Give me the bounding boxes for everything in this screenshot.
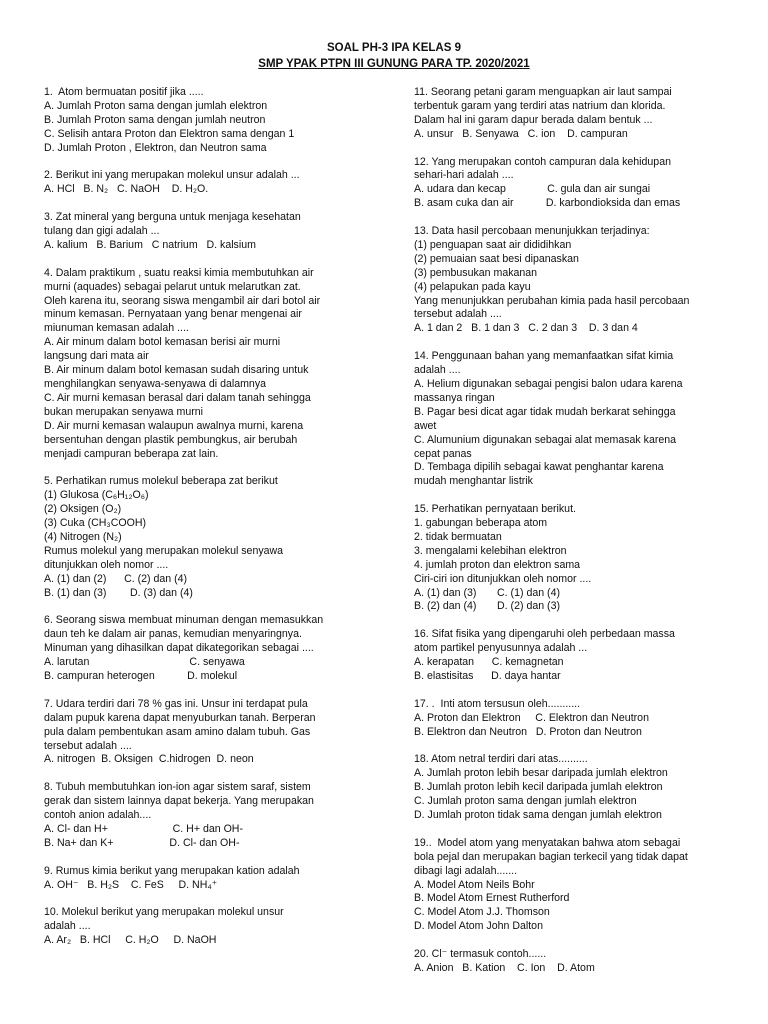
question-line: B. Elektron dan Neutron D. Proton dan Neutron [414, 725, 642, 738]
question-line: sehari-hari adalah .... [414, 169, 514, 182]
question-line: D. Jumlah Proton , Elektron, dan Neutron sama [44, 141, 267, 154]
question-line: miunuman kemasan adalah .... [44, 322, 189, 335]
question-line: contoh anion adalah.... [44, 809, 152, 822]
question-line: A. kerapatan C. kemagnetan [414, 656, 564, 669]
question-line: B. asam cuka dan air D. karbondioksida dan emas [414, 197, 681, 210]
question-text: 15. Perhatikan pernyataan berikut. [414, 503, 576, 516]
question-line: C. Model Atom J.J. Thomson [414, 906, 550, 919]
question-line: A. Air minum dalam botol kemasan berisi air murni [44, 336, 281, 349]
question-8 [44, 781, 370, 851]
question-line: A. Proton dan Elektron C. Elektron dan Neutron [414, 711, 649, 724]
question-line: (1) Glukosa (C₆H₁₂O₆) [44, 489, 149, 502]
question-line: A. (1) dan (3) C. (1) dan (4) [414, 586, 561, 599]
question-line: ditunjukkan oleh nomor .... [44, 558, 169, 571]
question-line: D. Model Atom John Dalton [414, 920, 543, 933]
question-text: 20. Cl⁻ termasuk contoh...... [414, 948, 547, 961]
question-line: langsung dari mata air [44, 350, 149, 363]
question-19 [414, 837, 744, 934]
question-line: menjadi campuran beberapa zat lain. [44, 447, 219, 460]
question-4 [44, 267, 370, 462]
question-line: C. Jumlah proton sama dengan jumlah elektron [414, 795, 637, 808]
question-line: B. Na+ dan K+ D. Cl- dan OH- [44, 836, 240, 849]
question-13 [414, 225, 744, 336]
question-line: A. (1) dan (2) C. (2) dan (4) [44, 572, 188, 585]
question-text: 6. Seorang siswa membuat minuman dengan memasukkan [44, 614, 324, 627]
question-text: 12. Yang merupakan contoh campuran dala kehidupan [414, 155, 671, 168]
question-5 [44, 475, 370, 600]
question-text: 2. Berikut ini yang merupakan molekul unsur adalah ... [44, 169, 300, 182]
question-18 [414, 753, 744, 823]
question-line: B. elastisitas D. daya hantar [414, 669, 561, 682]
question-12 [414, 156, 744, 212]
question-16 [414, 628, 744, 684]
question-line: terbentuk garam yang terdiri atas natrium dan klorida. [414, 99, 666, 112]
question-line: A. Cl- dan H+ C. H+ dan OH- [44, 822, 243, 835]
question-15 [414, 503, 744, 614]
question-line: dalam pupuk karena dapat menyuburkan tanah. Berperan [44, 711, 316, 724]
question-line: 4. jumlah proton dan elektron sama [414, 558, 581, 571]
question-line: adalah .... [414, 364, 461, 377]
question-6 [44, 614, 370, 684]
question-line: Yang menunjukkan perubahan kimia pada hasil percobaan [414, 294, 690, 307]
exam-title: SOAL PH-3 IPA KELAS 9 [327, 42, 461, 54]
question-text: 17. . Inti atom tersusun oleh........... [414, 697, 581, 710]
question-line: 1. gabungan beberapa atom [414, 517, 548, 530]
left-column [44, 86, 370, 990]
question-text: 4. Dalam praktikum , suatu reaksi kimia membutuhkan air [44, 266, 314, 279]
question-line: D. Jumlah proton tidak sama dengan jumlah elektron [414, 809, 662, 822]
question-2 [44, 169, 370, 197]
question-line: dibagi lagi adalah....... [414, 864, 518, 877]
question-line: A. udara dan kecap C. gula dan air sungai [414, 183, 651, 196]
question-line: 2. tidak bermuatan [414, 530, 502, 543]
question-text: 9. Rumus kimia berikut yang merupakan kation adalah [44, 864, 300, 877]
question-text: 8. Tubuh membutuhkan ion-ion agar sistem saraf, sistem [44, 781, 311, 794]
question-line: gerak dan sistem lainnya dapat bekerja. Yang merupakan [44, 795, 314, 808]
school-title: SMP YPAK PTPN III GUNUNG PARA TP. 2020/2021 [258, 58, 530, 70]
question-1 [44, 86, 370, 156]
question-text: 5. Perhatikan rumus molekul beberapa zat berikut [44, 475, 278, 488]
question-line: tulang dan gigi adalah ... [44, 225, 160, 238]
question-line: 3. mengalami kelebihan elektron [414, 544, 567, 557]
question-line: Rumus molekul yang merupakan molekul senyawa [44, 544, 284, 557]
question-line: (4) pelapukan pada kayu [414, 280, 531, 293]
question-line: A. OH⁻ B. H₂S C. FeS D. NH₄⁺ [44, 878, 218, 891]
question-line: A. Ar₂ B. HCl C. H₂O D. NaOH [44, 934, 217, 947]
question-line: B. (2) dan (4) D. (2) dan (3) [414, 600, 561, 613]
question-text: 19.. Model atom yang menyatakan bahwa atom sebagai [414, 836, 681, 849]
question-line: A. Jumlah proton lebih besar daripada jumlah elektron [414, 767, 668, 780]
question-columns [44, 86, 744, 990]
question-line: B. Pagar besi dicat agar tidak mudah berkarat sehingga [414, 405, 676, 418]
question-11 [414, 86, 744, 142]
question-line: (2) pemuaian saat besi dipanaskan [414, 252, 579, 265]
question-text: 18. Atom netral terdiri dari atas.......... [414, 753, 588, 766]
question-line: (3) pembusukan makanan [414, 266, 538, 279]
question-line: mudah menghantar listrik [414, 475, 533, 488]
question-line: adalah .... [44, 920, 91, 933]
question-line: A. larutan C. senyawa [44, 656, 245, 669]
question-line: B. campuran heterogen D. molekul [44, 669, 238, 682]
question-14 [414, 350, 744, 489]
question-text: 3. Zat mineral yang berguna untuk menjaga kesehatan [44, 211, 301, 224]
question-line: D. Air murni kemasan walaupun awalnya murni, karena [44, 419, 304, 432]
question-line: Oleh karena itu, seorang siswa mengambil air dari botol air [44, 294, 321, 307]
question-line: (3) Cuka (CH₃COOH) [44, 517, 147, 530]
question-9 [44, 865, 370, 893]
question-line: minum kemasan. Pernyataan yang benar mengenai air [44, 308, 302, 321]
question-line: atom partikel penyusunnya adalah ... [414, 642, 588, 655]
question-line: bukan merupakan senyawa murni [44, 405, 203, 418]
question-line: C. Alumunium digunakan sebagai alat memasak karena [414, 433, 677, 446]
question-text: 16. Sifat fisika yang dipengaruhi oleh perbedaan massa [414, 628, 675, 641]
question-line: A. 1 dan 2 B. 1 dan 3 C. 2 dan 3 D. 3 dan 4 [414, 322, 638, 335]
question-line: B. Jumlah proton lebih kecil daripada jumlah elektron [414, 781, 663, 794]
question-3 [44, 211, 370, 253]
question-line: (2) Oksigen (O₂) [44, 503, 122, 516]
question-line: A. Helium digunakan sebagai pengisi balon udara karena [414, 377, 683, 390]
question-line: D. Tembaga dipilih sebagai kawat penghantar karena [414, 461, 664, 474]
question-line: pula dalam pembentukan asam amino dalam tubuh. Gas [44, 725, 311, 738]
question-17 [414, 698, 744, 740]
question-line: murni (aquades) sebagai pelarut untuk melarutkan zat. [44, 280, 301, 293]
exam-header [44, 40, 744, 72]
question-line: massanya ringan [414, 391, 495, 404]
question-line: B. (1) dan (3) D. (3) dan (4) [44, 586, 193, 599]
question-line: C. Selisih antara Proton dan Elektron sama dengan 1 [44, 127, 295, 140]
question-line: B. Model Atom Ernest Rutherford [414, 892, 570, 905]
question-line: A. HCl B. N₂ C. NaOH D. H₂O. [44, 183, 209, 196]
question-line: Minuman yang dihasilkan dapat dikategorikan sebagai .... [44, 642, 314, 655]
question-line: B. Jumlah Proton sama dengan jumlah neutron [44, 113, 266, 126]
question-line: (4) Nitrogen (N₂) [44, 530, 122, 543]
question-line: A. Anion B. Kation C. Ion D. Atom [414, 961, 595, 974]
question-10 [44, 906, 370, 948]
question-line: B. Air minum dalam botol kemasan sudah disaring untuk [44, 364, 309, 377]
question-line: A. unsur B. Senyawa C. ion D. campuran [414, 127, 628, 140]
question-text: 11. Seorang petani garam menguapkan air laut sampai [414, 86, 672, 98]
question-line: A. nitrogen B. Oksigen C.hidrogen D. neon [44, 753, 254, 766]
question-text: 7. Udara terdiri dari 78 % gas ini. Unsur ini terdapat pula [44, 697, 308, 710]
question-text: 10. Molekul berikut yang merupakan molekul unsur [44, 906, 284, 919]
question-line: cepat panas [414, 447, 472, 460]
question-line: awet [414, 419, 437, 432]
question-line: bola pejal dan merupakan bagian terkecil yang tidak dapat [414, 850, 688, 863]
question-line: A. Model Atom Neils Bohr [414, 878, 535, 891]
question-line: daun teh ke dalam air panas, kemudian menyaringnya. [44, 628, 302, 641]
question-line: (1) penguapan saat air dididihkan [414, 238, 572, 251]
question-line: tersebut adalah .... [44, 739, 132, 752]
question-line: A. kalium B. Barium C natrium D. kalsium [44, 238, 256, 251]
question-line: menghilangkan senyawa-senyawa di dalamnya [44, 377, 267, 390]
question-line: A. Jumlah Proton sama dengan jumlah elektron [44, 99, 268, 112]
question-text: 14. Penggunaan bahan yang memanfaatkan sifat kimia [414, 350, 674, 363]
question-text: 1. Atom bermuatan positif jika ..... [44, 86, 204, 98]
question-line: Dalam hal ini garam dapur berada dalam bentuk ... [414, 113, 653, 126]
question-line: C. Air murni kemasan berasal dari dalam tanah sehingga [44, 391, 311, 404]
question-7 [44, 698, 370, 768]
question-text: 13. Data hasil percobaan menunjukkan terjadinya: [414, 225, 650, 238]
question-line: bersentuhan dengan plastik pembungkus, air berubah [44, 433, 298, 446]
question-20 [414, 948, 744, 976]
question-line: Ciri-ciri ion ditunjukkan oleh nomor .... [414, 572, 592, 585]
right-column [414, 86, 744, 990]
question-line: tersebut adalah .... [414, 308, 502, 321]
